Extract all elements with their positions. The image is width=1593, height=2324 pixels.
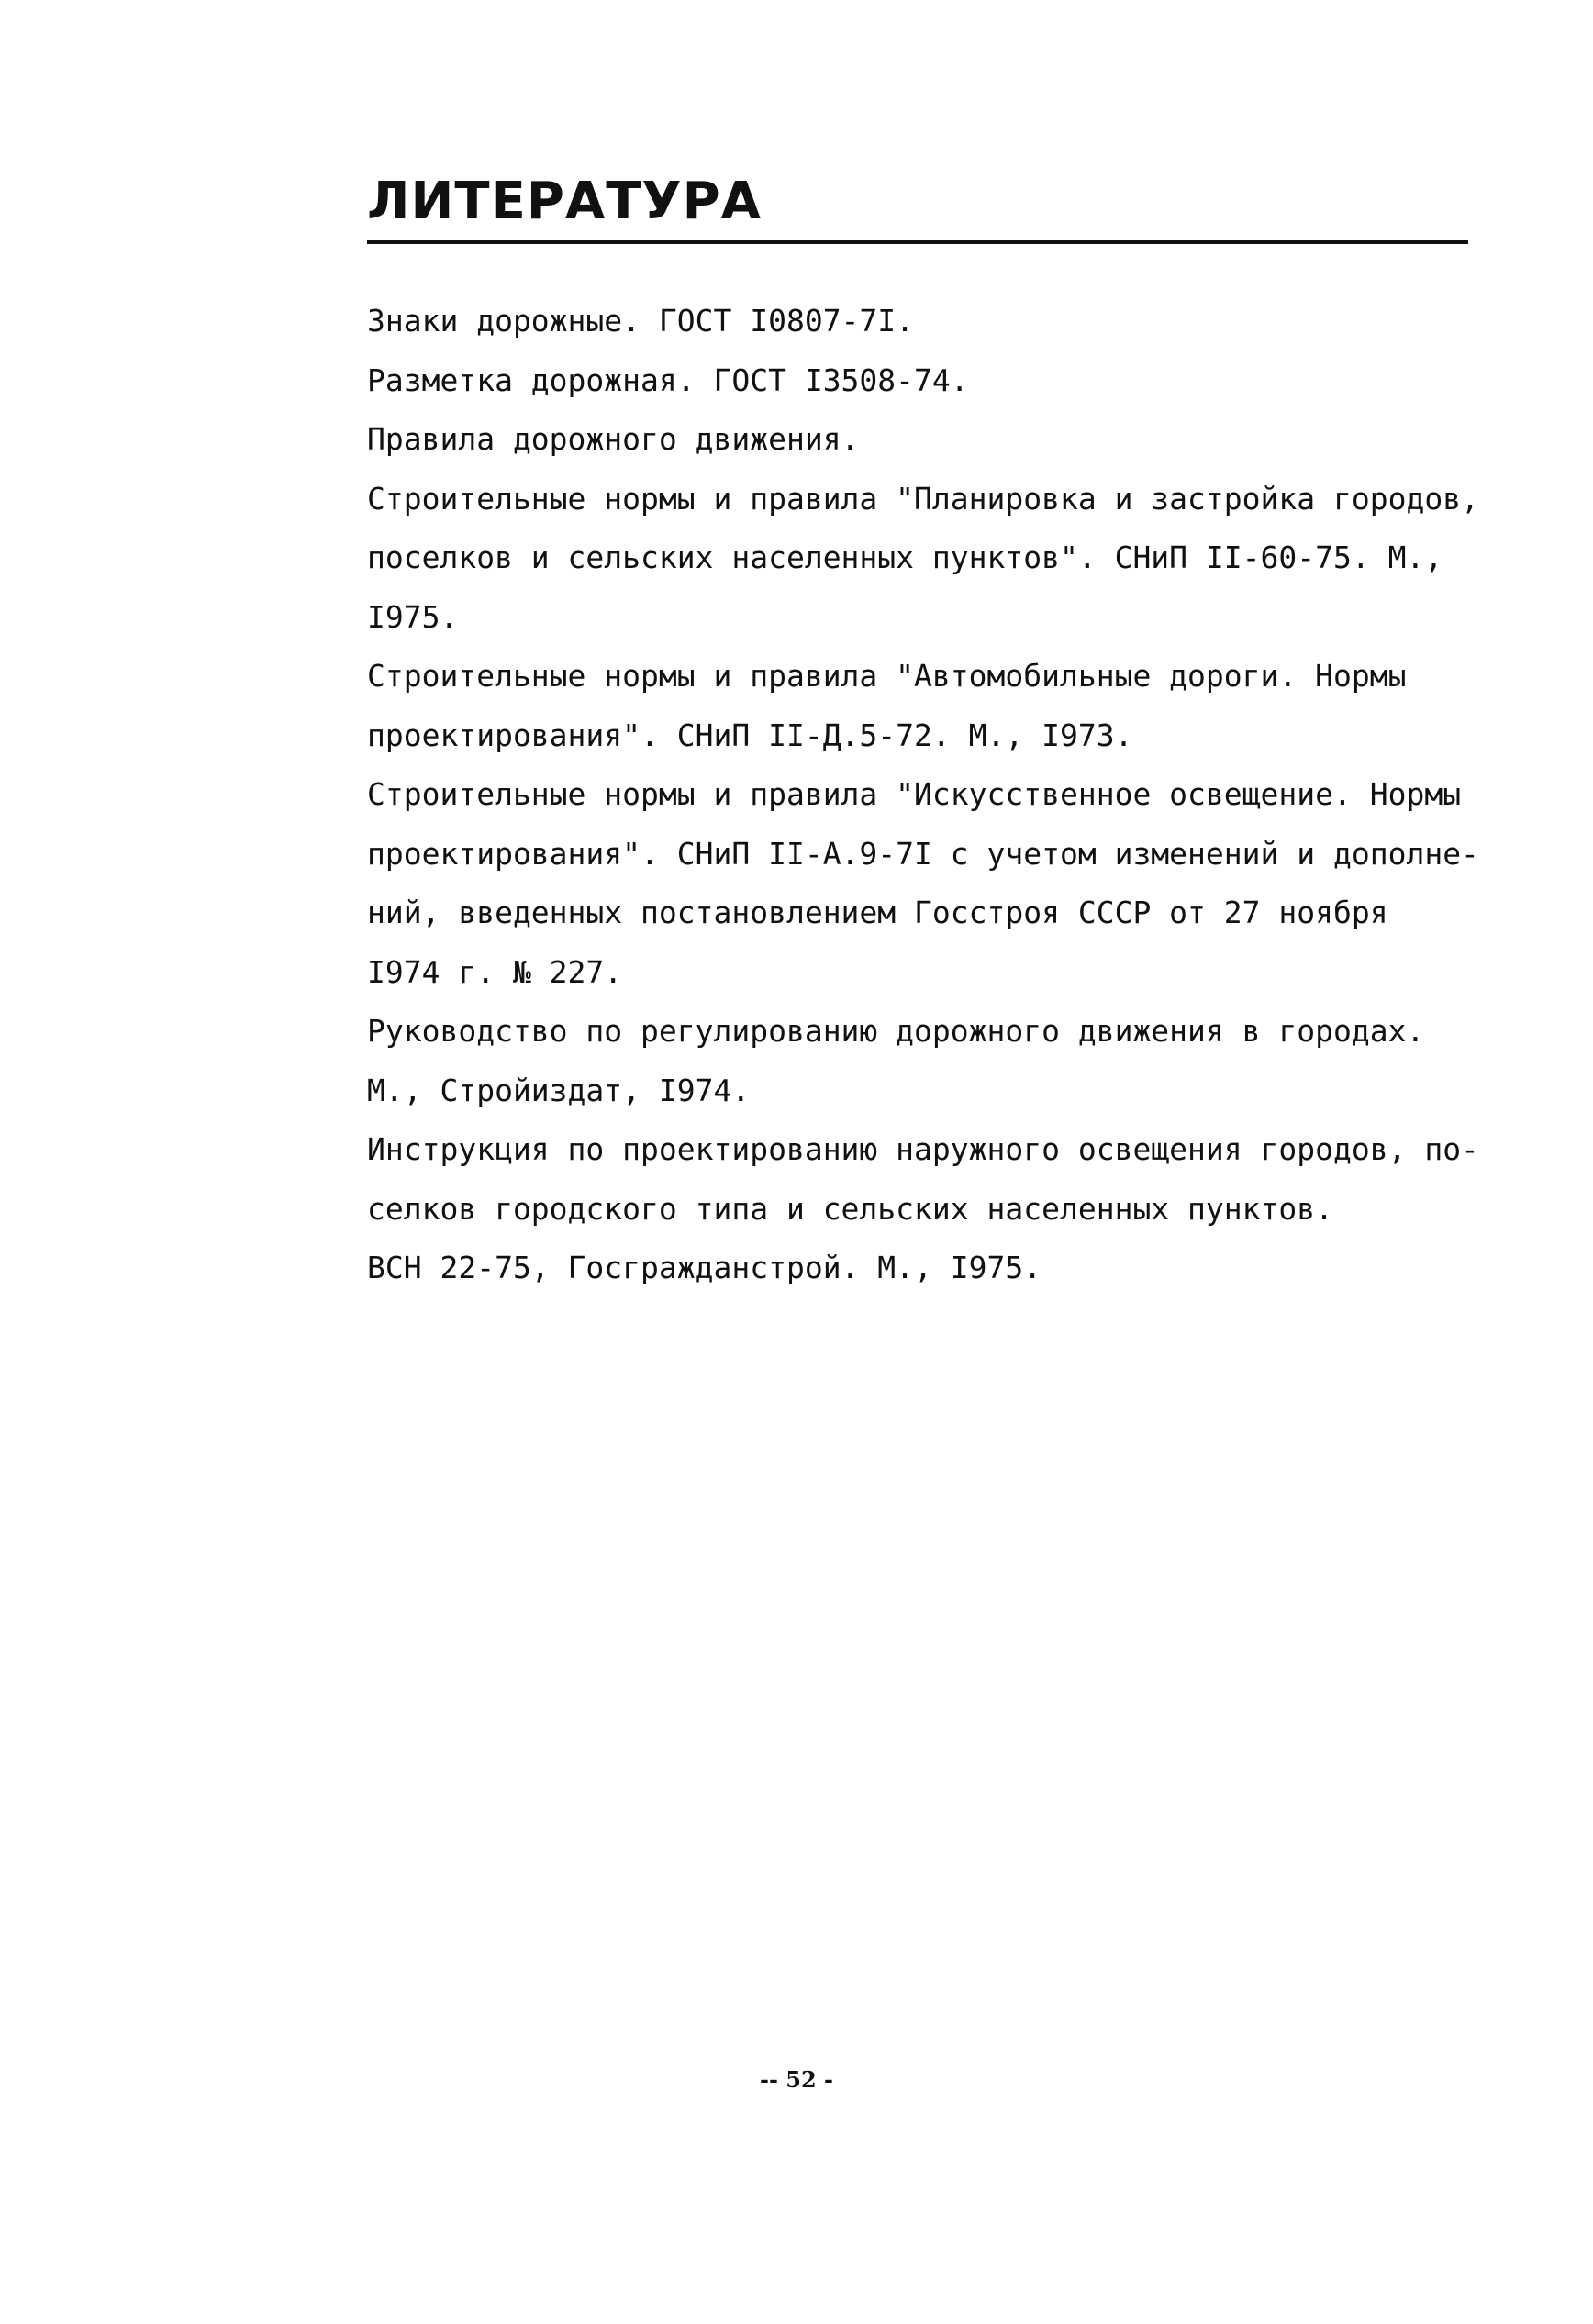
reference-entry xyxy=(367,470,1505,648)
reference-line: Разметка дорожная. ГОСТ I3508-74. xyxy=(367,361,969,398)
reference-line: Правила дорожного движения. xyxy=(367,421,860,457)
reference-line: Строительные нормы и правила "Автомобильные дороги. Нормы xyxy=(367,658,1407,694)
reference-line: проектирования". СНиП II-А.9-7I с учетом изменений и дополне- xyxy=(367,835,1479,872)
title-underline xyxy=(367,240,1468,244)
reference-line: поселков и сельских населенных пунктов". СНиП II-60-75. М., xyxy=(367,539,1443,575)
reference-line: Руководство по регулированию дорожного движения в городах. xyxy=(367,1013,1425,1049)
reference-entry xyxy=(367,351,1505,411)
reference-line: проектирования". СНиП II-Д.5-72. М., I973. xyxy=(367,717,1133,753)
reference-line: ний, введенных постановлением Госстроя СССР от 27 ноября xyxy=(367,895,1388,930)
reference-line: I974 г. № 227. xyxy=(367,953,623,990)
reference-line: М., Стройиздат, I974. xyxy=(367,1072,751,1108)
reference-list xyxy=(367,292,1505,1298)
reference-line: ВСН 22-75, Госгражданстрой. М., I975. xyxy=(367,1250,1042,1285)
reference-entry xyxy=(367,1002,1505,1120)
page-title: ЛИТЕРАТУРА xyxy=(367,172,762,231)
page-number: -- 52 - xyxy=(760,2066,833,2093)
reference-entry xyxy=(367,765,1505,1002)
reference-line: Знаки дорожные. ГОСТ I0807-7I. xyxy=(367,303,915,339)
reference-line: Инструкция по проектированию наружного освещения городов, по- xyxy=(367,1131,1479,1167)
reference-entry xyxy=(367,647,1505,765)
reference-line: Строительные нормы и правила "Искусственное освещение. Нормы xyxy=(367,776,1462,812)
reference-entry xyxy=(367,1120,1505,1298)
reference-line: I975. xyxy=(367,598,459,635)
reference-entry xyxy=(367,292,1505,351)
reference-line: селков городского типа и сельских населенных пунктов. xyxy=(367,1190,1333,1227)
reference-entry xyxy=(367,410,1505,470)
reference-line: Строительные нормы и правила "Планировка и застройка городов, xyxy=(367,480,1479,517)
